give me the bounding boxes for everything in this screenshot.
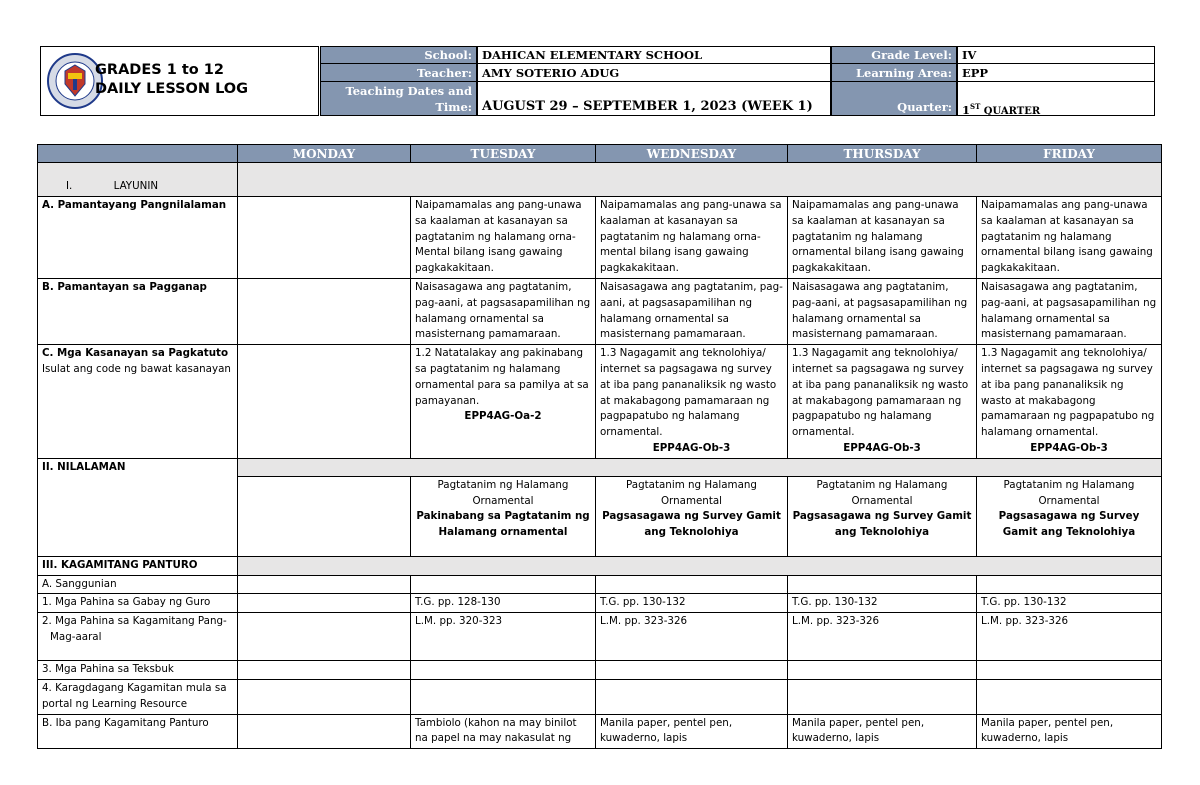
teksbuk-wednesday <box>596 661 788 680</box>
nilalaman-topic: Pagtatanim ng Halamang Ornamental <box>816 478 948 507</box>
karagdagang-friday <box>977 679 1162 714</box>
gabay-thursday: T.G. pp. 130-132 <box>788 594 977 613</box>
sanggunian-friday <box>977 575 1162 594</box>
pagganap-wednesday: Naisasagawa ang pagtatanim, pag-aani, at pagsasapamilihan ng halamang ornamental sa masisternang pamamaraan. <box>596 278 788 344</box>
layunin-shade <box>238 163 1162 197</box>
quarter-number: 1 <box>962 102 971 117</box>
sanggunian-wednesday <box>596 575 788 594</box>
kasanayan-label <box>38 345 238 459</box>
teacher-value: AMY SOTERIO ADUG <box>477 63 831 82</box>
nilalaman-monday <box>238 476 411 556</box>
teacher-label: Teacher: <box>320 63 477 82</box>
kasanayan-code: EPP4AG-Oa-2 <box>464 410 542 423</box>
gabay-friday: T.G. pp. 130-132 <box>977 594 1162 613</box>
nilalaman-shade <box>238 458 1162 476</box>
lm-label <box>38 613 238 661</box>
layunin-heading <box>38 163 238 197</box>
learning-area-value: EPP <box>957 63 1155 82</box>
layunin-number: I. <box>66 180 73 193</box>
iba-label: B. Iba pang Kagamitang Panturo <box>38 714 238 749</box>
kasanayan-monday <box>238 345 411 459</box>
teaching-dates-label <box>320 81 477 116</box>
sanggunian-label: A. Sanggunian <box>38 575 238 594</box>
sanggunian-tuesday <box>411 575 596 594</box>
sanggunian-row <box>38 575 1162 594</box>
pangnilalaman-tuesday: Naipamamalas ang pang-unawa sa kaalaman at kasanayan sa pagtatanim ng halamang orna-Mental bilang isang gawaing pagkakakitaan. <box>411 197 596 279</box>
nilalaman-friday <box>977 476 1162 556</box>
pangnilalaman-wednesday: Naipamamalas ang pang-unawa sa kaalaman at kasanayan sa pagtatanim ng halamang orna-mental bilang isang gawaing pagkakakitaan. <box>596 197 788 279</box>
quarter-suffix: ST <box>970 102 981 111</box>
pagganap-row <box>38 278 1162 344</box>
day-monday: MONDAY <box>238 145 411 163</box>
kagamitan-label: III. KAGAMITANG PANTURO <box>38 556 238 575</box>
teksbuk-monday <box>238 661 411 680</box>
sanggunian-thursday <box>788 575 977 594</box>
nilalaman-topic: Pagtatanim ng Halamang Ornamental <box>1003 478 1135 507</box>
nilalaman-subtopic: Pakinabang sa Pagtatanim ng Halamang ornamental <box>416 510 590 539</box>
gabay-tuesday: T.G. pp. 128-130 <box>411 594 596 613</box>
karagdagang-wednesday <box>596 679 788 714</box>
day-thursday: THURSDAY <box>788 145 977 163</box>
teaching-dates-value: AUGUST 29 – SEPTEMBER 1, 2023 (WEEK 1) <box>477 81 831 116</box>
kasanayan-friday <box>977 345 1162 459</box>
gabay-row <box>38 594 1162 613</box>
layunin-row <box>38 163 1162 197</box>
teksbuk-label: 3. Mga Pahina sa Teksbuk <box>38 661 238 680</box>
karagdagang-thursday <box>788 679 977 714</box>
sanggunian-monday <box>238 575 411 594</box>
karagdagang-row <box>38 679 1162 714</box>
title-line-1: GRADES 1 to 12 <box>95 62 224 78</box>
kasanayan-row <box>38 345 1162 459</box>
quarter-label: Quarter: <box>831 81 957 116</box>
school-label: School: <box>320 46 477 64</box>
lm-friday: L.M. pp. 323-326 <box>977 613 1162 661</box>
day-tuesday: TUESDAY <box>411 145 596 163</box>
day-header-row <box>38 145 1162 163</box>
kasanayan-code: EPP4AG-Ob-3 <box>843 441 921 454</box>
pagganap-friday: Naisasagawa ang pagtatanim, pag-aani, at pagsasapamilihan ng halamang ornamental sa masisternang pamamaraan. <box>977 278 1162 344</box>
title-box <box>40 46 319 116</box>
teksbuk-tuesday <box>411 661 596 680</box>
kasanayan-tuesday <box>411 345 596 459</box>
kasanayan-subtitle: Isulat ang code ng bawat kasanayan <box>42 362 231 375</box>
nilalaman-subtopic: Pagsasagawa ng Survey Gamit ang Teknolohiya <box>792 510 972 539</box>
lm-monday <box>238 613 411 661</box>
pangnilalaman-thursday: Naipamamalas ang pang-unawa sa kaalaman at kasanayan sa pagtatanim ng halamang ornamental bilang isang gawaing pagkakakitaan. <box>788 197 977 279</box>
nilalaman-tuesday <box>411 476 596 556</box>
kagamitan-heading-row <box>38 556 1162 575</box>
day-header-blank <box>38 145 238 163</box>
day-friday: FRIDAY <box>977 145 1162 163</box>
lesson-log-table <box>37 144 1162 749</box>
pangnilalaman-monday <box>238 197 411 279</box>
nilalaman-thursday <box>788 476 977 556</box>
iba-tuesday: Tambiolo (kahon na may binilot na papel na may nakasulat ng <box>411 714 596 749</box>
teaching-dates-label-line-2: Time: <box>435 100 472 114</box>
quarter-value <box>957 81 1155 116</box>
nilalaman-topic: Pagtatanim ng Halamang Ornamental <box>626 478 757 507</box>
kasanayan-title: C. Mga Kasanayan sa Pagkatuto <box>42 347 229 360</box>
teksbuk-friday <box>977 661 1162 680</box>
pagganap-thursday: Naisasagawa ang pagtatanim, pag-aani, at pagsasapamilihan ng halamang ornamental sa masisternang pamamaraan. <box>788 278 977 344</box>
iba-monday <box>238 714 411 749</box>
title-line-2: DAILY LESSON LOG <box>95 81 249 97</box>
teksbuk-thursday <box>788 661 977 680</box>
lm-label-line-1: 2. Mga Pahina sa Kagamitang Pang- <box>42 615 227 628</box>
kagamitan-shade <box>238 556 1162 575</box>
pangnilalaman-row <box>38 197 1162 279</box>
lm-label-line-2: Mag-aaral <box>50 630 102 643</box>
learning-area-label: Learning Area: <box>831 63 957 82</box>
teaching-dates-label-line-1: Teaching Dates and <box>345 84 472 98</box>
kasanayan-text: 1.2 Natatalakay ang pakinabang sa pagtatanim ng halamang ornamental para sa pamilya at sa pamayanan. <box>415 347 589 407</box>
teksbuk-row <box>38 661 1162 680</box>
pagganap-tuesday: Naisasagawa ang pagtatanim, pag-aani, at pagsasapamilihan ng halamang ornamental sa masisternang pamamaraan. <box>411 278 596 344</box>
kasanayan-thursday <box>788 345 977 459</box>
iba-wednesday: Manila paper, pentel pen, kuwaderno, lapis <box>596 714 788 749</box>
karagdagang-monday <box>238 679 411 714</box>
lm-tuesday: L.M. pp. 320-323 <box>411 613 596 661</box>
pangnilalaman-friday: Naipamamalas ang pang-unawa sa kaalaman at kasanayan sa pagtatanim ng halamang ornamental bilang isang gawaing pagkakakitaan. <box>977 197 1162 279</box>
gabay-wednesday: T.G. pp. 130-132 <box>596 594 788 613</box>
layunin-text: LAYUNIN <box>113 180 159 193</box>
nilalaman-heading-row <box>38 458 1162 476</box>
gabay-label: 1. Mga Pahina sa Gabay ng Guro <box>38 594 238 613</box>
kasanayan-wednesday <box>596 345 788 459</box>
school-value: DAHICAN ELEMENTARY SCHOOL <box>477 46 831 64</box>
pagganap-monday <box>238 278 411 344</box>
nilalaman-topic: Pagtatanim ng Halamang Ornamental <box>437 478 569 507</box>
nilalaman-label: II. NILALAMAN <box>38 458 238 556</box>
kasanayan-code: EPP4AG-Ob-3 <box>652 441 731 454</box>
karagdagang-tuesday <box>411 679 596 714</box>
lm-row <box>38 613 1162 661</box>
lm-wednesday: L.M. pp. 323-326 <box>596 613 788 661</box>
grade-level-label: Grade Level: <box>831 46 957 64</box>
pangnilalaman-label: A. Pamantayang Pangnilalaman <box>38 197 238 279</box>
kasanayan-text: 1.3 Nagagamit ang teknolohiya/ internet sa pagsagawa ng survey at iba pang pananaliksik ng wasto at makabagong pamamaraan ng pagpapatubo ng halamang ornamental. <box>981 347 1155 439</box>
lm-thursday: L.M. pp. 323-326 <box>788 613 977 661</box>
nilalaman-subtopic: Pagsasagawa ng Survey Gamit ang Teknolohiya <box>998 510 1140 539</box>
nilalaman-wednesday <box>596 476 788 556</box>
iba-friday: Manila paper, pentel pen, kuwaderno, lapis <box>977 714 1162 749</box>
day-wednesday: WEDNESDAY <box>596 145 788 163</box>
gabay-monday <box>238 594 411 613</box>
pagganap-label: B. Pamantayan sa Pagganap <box>38 278 238 344</box>
karagdagang-label: 4. Karagdagang Kagamitan mula sa portal ng Learning Resource <box>38 679 238 714</box>
iba-thursday: Manila paper, pentel pen, kuwaderno, lapis <box>788 714 977 749</box>
kasanayan-text: 1.3 Nagagamit ang teknolohiya/ internet sa pagsagawa ng survey at iba pang pananaliksik ng wasto at makabagong pamamaraan ng pagpapatubo ng halamang ornamental. <box>600 347 777 439</box>
nilalaman-subtopic: Pagsasagawa ng Survey Gamit ang Teknolohiya <box>602 510 781 539</box>
quarter-text: QUARTER <box>980 105 1041 117</box>
iba-row <box>38 714 1162 749</box>
grade-level-value: IV <box>957 46 1155 64</box>
kasanayan-code: EPP4AG-Ob-3 <box>1030 441 1108 454</box>
kasanayan-text: 1.3 Nagagamit ang teknolohiya/ internet sa pagsagawa ng survey at iba pang pananaliksik ng wasto at makabagong pamamaraan ng pagpapatubo ng halamang ornamental. <box>792 347 969 439</box>
